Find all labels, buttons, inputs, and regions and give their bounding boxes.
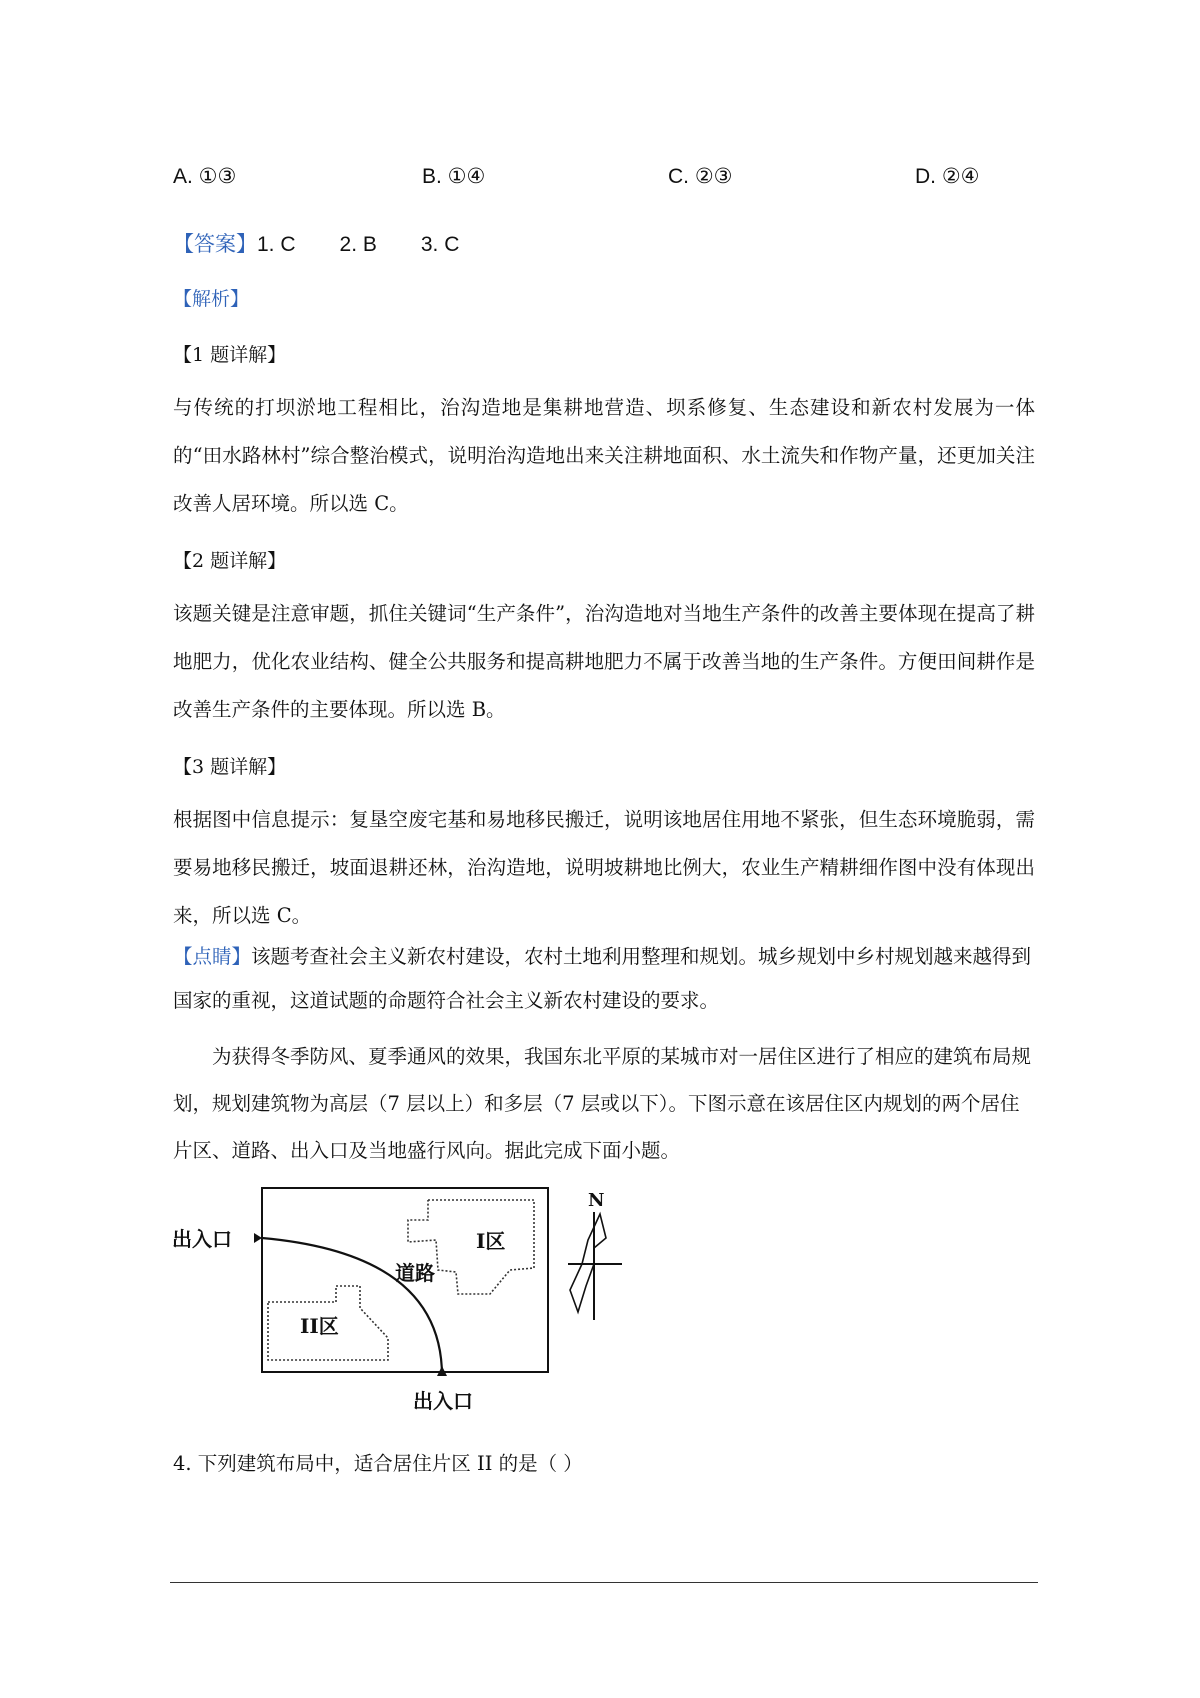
dianjing-paragraph — [173, 935, 1035, 1023]
option-d: D. ②④ — [915, 165, 980, 188]
analysis-tag: 【解析】 — [173, 288, 250, 310]
q1-heading: 【1 题详解】 — [173, 344, 287, 366]
option-c: C. ②③ — [668, 165, 733, 188]
question-intro: 为获得冬季防风、夏季通风的效果，我国东北平原的某城市对一居住区进行了相应的建筑布局规划，规划建筑物为高层（7 层以上）和多层（7 层或以下）。下图示意在该居住区内规划的两个居住片区、道路、出入口及当地盛行风向。据此完成下面小题。 — [173, 1045, 1032, 1162]
question-4: 4. 下列建筑布局中，适合居住片区 II 的是（ ） — [173, 1452, 583, 1475]
option-a: A. ①③ — [173, 165, 237, 188]
answer-line — [173, 228, 459, 258]
q3-heading: 【3 题详解】 — [173, 756, 287, 778]
q2-text: 该题关键是注意审题，抓住关键词“生产条件”，治沟造地对当地生产条件的改善主要体现在提高了耕地肥力，优化农业结构、健全公共服务和提高耕地肥力不属于改善当地的生产条件。方便田间耕作是改善生产条件的主要体现。所以选 B。 — [173, 602, 1035, 721]
west-entrance-arrow — [254, 1233, 262, 1243]
answer-tag: 【答案】 — [173, 232, 257, 256]
answer-2: 2. B — [339, 233, 377, 256]
q3-text: 根据图中信息提示：复垦空废宅基和易地移民搬迁，说明该地居住用地不紧张，但生态环境脆弱，需要易地移民搬迁，坡面退耕还林，治沟造地，说明坡耕地比例大，农业生产精耕细作图中没有体现出来，所以选 C。 — [173, 808, 1035, 927]
south-entrance-label: 出入口 — [413, 1389, 473, 1413]
zone-map-figure — [170, 1180, 640, 1420]
west-entrance-label: 出入口 — [172, 1227, 232, 1251]
north-label: N — [588, 1190, 605, 1211]
road-label: 道路 — [395, 1261, 435, 1285]
dianjing-tag: 【点睛】 — [173, 945, 252, 968]
zone1-label: I区 — [476, 1229, 506, 1253]
answer-3: 3. C — [420, 233, 460, 256]
q1-text: 与传统的打坝淤地工程相比，治沟造地是集耕地营造、坝系修复、生态建设和新农村发展为一体的“田水路林村”综合整治模式，说明治沟造地出来关注耕地面积、水土流失和作物产量，还更加关注改善人居环境。所以选 C。 — [173, 396, 1035, 515]
footer-rule — [170, 1582, 1038, 1583]
dianjing-text: 该题考查社会主义新农村建设，农村土地利用整理和规划。城乡规划中乡村规划越来越得到国家的重视，这道试题的命题符合社会主义新农村建设的要求。 — [173, 945, 1032, 1012]
road-curve — [262, 1238, 442, 1376]
option-b: B. ①④ — [422, 165, 486, 188]
q2-heading: 【2 题详解】 — [173, 550, 287, 572]
answer-1: 1. C — [257, 233, 296, 256]
zone2-label: II区 — [300, 1314, 339, 1338]
